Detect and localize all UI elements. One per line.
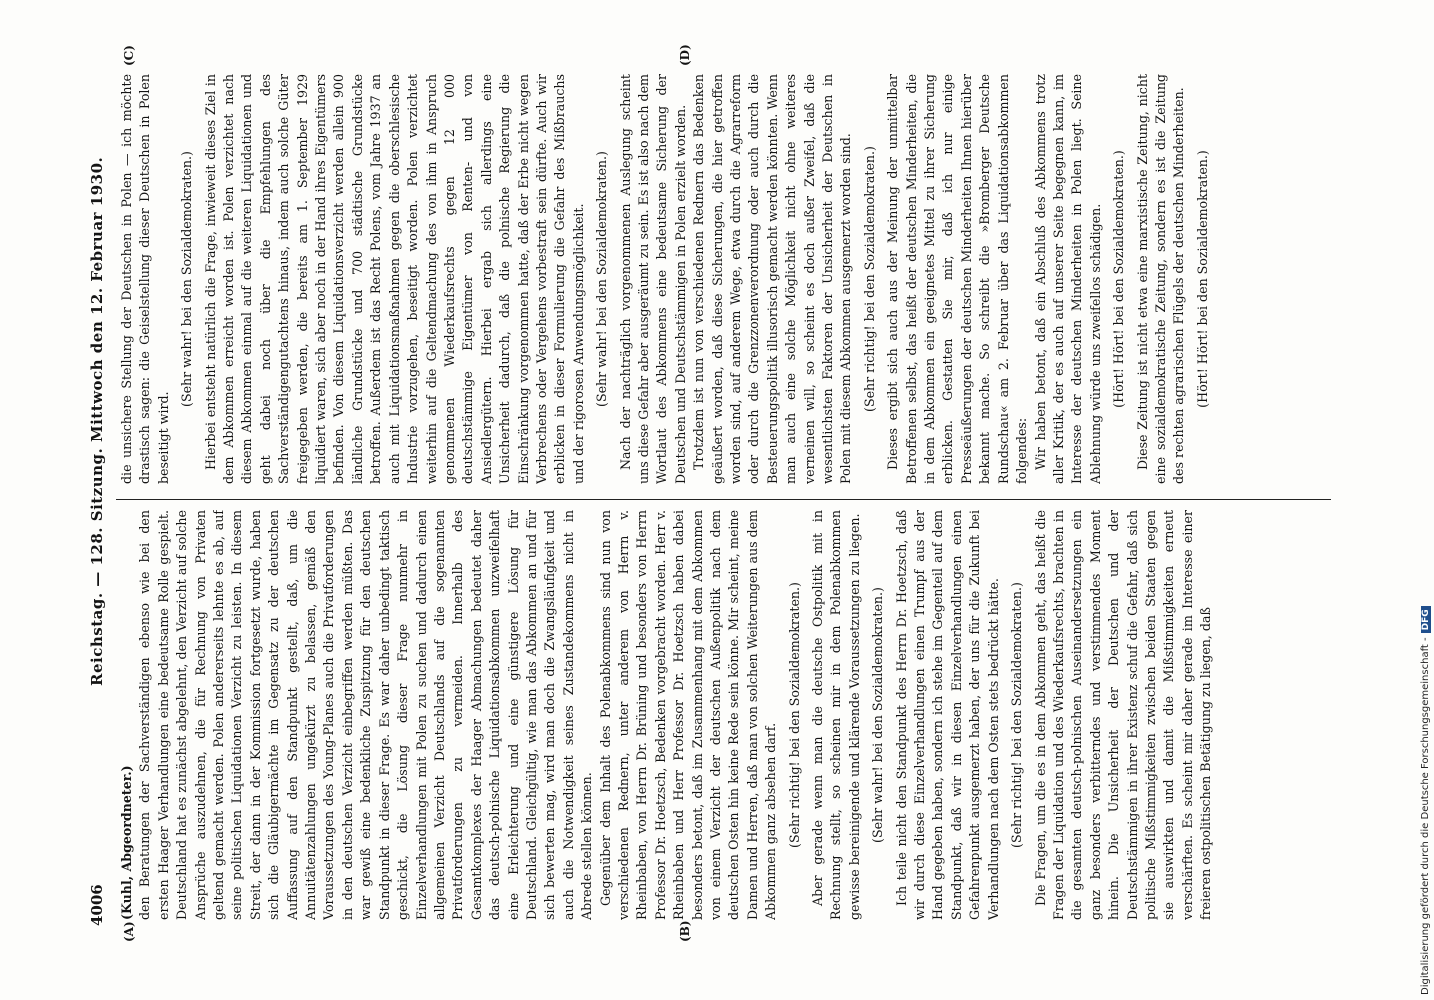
paragraph: Aber gerade wenn man die deutsche Ostpolitik mit in Rechnung stellt, so scheinen mir in dem Polenabkommen gewisse bereinigende und klärende Voraussetzungen zu liegen. bbox=[810, 510, 862, 920]
credit-text: Digitalisierung gefördert durch die Deutsche Forschungsgemeinschaft - bbox=[1420, 637, 1431, 995]
margin-marker-a: (A) bbox=[122, 921, 136, 942]
page-number: 4006 bbox=[88, 884, 106, 926]
page-header bbox=[88, 74, 114, 926]
paragraph: Nach der nachträglich vorgenommenen Auslegung scheint uns diese Gefahr aber ausgeräumt zu sein. Es ist also nach dem Wortlaut des Abkommens eine bedeutsame Sicherung der Deutschen und Deutschstämmigen in Polen erzielt worden. bbox=[617, 74, 688, 484]
interjection: (Sehr richtig! bei den Sozialdemokraten.) bbox=[1009, 582, 1025, 848]
rotated-page-scan bbox=[82, 44, 1352, 950]
paragraph: Gegenüber dem Inhalt des Polenabkommens sind nun von verschiedenen Rednern, unter anderem von Herrn v. Rheinbaben, von Herrn Dr. Brüning und besonders von Herrn Professor Dr. Hoetzsch, Bedenken vorgebracht worden. Herr v. Rheinbaben und Herr Professor Dr. Hoetzsch haben dabei besonders betont, daß im Zusammenhang mit dem Abkommen von einem Verzicht der deutschen Außenpolitik nach dem deutschen Osten hin keine Rede sein könne. Mir scheint, meine Damen und Herren, daß man von solchen Weiterungen aus dem Abkommen ganz absehen darf. bbox=[597, 510, 779, 920]
paragraph: Trotzdem ist nun von verschiedenen Rednern das Bedenken geäußert worden, daß diese Sicherungen, die hier getroffen worden sind, auf anderem Wege, etwa durch die Agrarreform oder durch die Grenzzonenverordnung oder auch durch die Besteuerungspolitik illusorisch gemacht werden könnten. Wenn man auch eine solche Möglichkeit nicht ohne weiteres verneinen will, so scheint es doch außer Zweifel, daß die wesentlichsten Faktoren der Unsicherheit der Deutschen in Polen mit diesem Abkommen ausgemerzt worden sind. bbox=[691, 74, 854, 484]
paragraph: die unsichere Stellung der Deutschen in Polen — ich möchte drastisch sagen: die Geiselstellung dieser Deutschen in Polen beseitigt wird. bbox=[119, 74, 171, 484]
paragraph: den Beratungen der Sachverständigen ebenso wie bei den ersten Haager Verhandlungen eine bedeutsame Rolle gespielt. Deutschland hat es zunächst abgelehnt, den Verzicht auf solche Ansprüche auszudehnen, die für Rechnung von Privaten geltend gemacht werden. Polen andererseits lehnte es ab, auf seine politischen Liquidationen Verzicht zu leisten. In diesem Streit, der dann in der Kommission fortgesetzt wurde, haben sich die Gläubigermächte im Gegensatz zu der deutschen Auffassung auf den Standpunkt gestellt, daß, um die Annuitätenzahlungen ungekürzt zu belassen, gemäß den Voraussetzungen des Young-Planes auch die Privatforderungen in den deutschen Verzicht einbegriffen werden müßten. Das war gewiß eine bedenkliche Zuspitzung für den deutschen Standpunkt in dieser Frage. Es war daher unbedingt taktisch geschickt, die Lösung dieser Frage nunmehr in Einzelverhandlungen mit Polen zu suchen und dadurch einen allgemeinen Verzicht Deutschlands auf die sogenannten Privatforderungen zu vermeiden. Innerhalb des Gesamtkomplexes der Haager Abmachungen bedeutet daher das deutsch-polnische Liquidationsabkommen unzweifelhaft eine Erleichterung und eine günstigere Lösung für Deutschland. Gleichgültig, wie man das Abkommen an und für sich bewerten mag, wird man doch die Zwangsläufigkeit und auch die Notwendigkeit seines Zustandekommens nicht in Abrede stellen können. bbox=[137, 510, 595, 920]
paragraph: Hierbei entsteht natürlich die Frage, inwieweit dieses Ziel in dem Abkommen erreicht worden ist. Polen verzichtet nach diesem Abkommen einmal auf die weiteren Liquidationen und geht dabei noch über die Empfehlungen des Sachverständigengutachtens hinaus, indem auch solche Güter freigegeben werden, die bereits am 1. September 1929 liquidiert waren, sich aber noch in der Hand ihres Eigentümers befinden. Von diesem Liquidationsverzicht werden allein 900 ländliche Grundstücke und 700 städtische Grundstücke betroffen. Außerdem ist das Recht Polens, vom Jahre 1937 an auch mit Liquidationsmaßnahmen gegen die oberschlesische Industrie vorzugehen, beseitigt worden. Polen verzichtet weiterhin auf die Geltendmachung des von ihm in Anspruch genommenen Wiederkaufsrechts gegen 12 000 deutschstämmige Eigentümer von Renten- und von Ansiedlergütern. Hierbei ergab sich allerdings eine Unsicherheit dadurch, daß die polnische Regierung die Einschränkung vorgenommen hatte, daß der Erbe nicht wegen Verbrechens oder Vergehens vorbestraft sein dürfte. Auch wir erblicken in dieser Formulierung die Gefahr des Mißbrauchs und der rigorosen Anwendungsmöglichkeit. bbox=[202, 74, 586, 484]
speaker-name: (Kuhl, Abgeordneter.) bbox=[119, 765, 134, 920]
paragraph: Ich teile nicht den Standpunkt des Herrn Dr. Hoetzsch, daß wir durch diese Einzelverhandlungen einen Trumpf aus der Hand gegeben haben, sondern ich stehe im Gegenteil auf dem Standpunkt, daß wir in diesen Einzelverhandlungen einen Gefahrenpunkt ausgemerzt haben, der uns für die Zukunft bei Verhandlungen nach dem Osten stets bedrückt hätte. bbox=[893, 510, 1001, 920]
interjection: (Hört! Hört! bei den Sozialdemokraten.) bbox=[1111, 150, 1127, 408]
margin-marker-c: (C) bbox=[122, 45, 136, 66]
paragraph: Dieses ergibt sich auch aus der Meinung der unmittelbar Betroffenen selbst, das heißt der deutschen Minderheiten, die in dem Abkommen ein geeignetes Mittel zu ihrer Sicherung erblicken. Gestatten Sie mir, daß ich nur einige Presseäußerungen der deutschen Minderheiten Ihnen hierüber bekannt mache. So schreibt die »Bromberger Deutsche Rundschau« am 2. Februar über das Liquidationsabkommen folgendes: bbox=[885, 74, 1030, 484]
margin-marker-b: (B) bbox=[678, 920, 692, 942]
interjection: (Sehr wahr! bei den Sozialdemokraten.) bbox=[179, 151, 195, 407]
interjection: (Sehr richtig! bei den Sozialdemokraten.) bbox=[861, 146, 877, 412]
left-column bbox=[118, 510, 1323, 920]
quoted-paragraph: Wir haben betont, daß ein Abschluß des Abkommens trotz aller Kritik, der es auch auf unserer Seite begegnen kann, im Interesse der deutschen Minderheiten in Polen liegt. Seine Ablehnung würde uns zweifellos schädigen. bbox=[1032, 74, 1103, 484]
right-column bbox=[118, 74, 1323, 484]
page-title: Reichstag. — 128. Sitzung. Mittwoch den 12. Februar 1930. bbox=[88, 156, 106, 686]
digitization-credit bbox=[1420, 5, 1434, 995]
margin-marker-d: (D) bbox=[678, 44, 692, 66]
dfg-logo: DFG bbox=[1421, 606, 1431, 633]
interjection: (Hört! Hört! bei den Sozialdemokraten.) bbox=[1194, 150, 1210, 408]
interjection: (Sehr wahr! bei den Sozialdemokraten.) bbox=[594, 151, 610, 407]
paragraph: Diese Zeitung ist nicht etwa eine marxistische Zeitung, nicht eine sozialdemokratische Zeitung, sondern es ist die Zeitung des rechten agrarischen Flügels der deutschen Minderheiten. bbox=[1134, 74, 1187, 484]
interjection: (Sehr wahr! bei den Sozialdemokraten.) bbox=[870, 587, 886, 843]
paragraph: Die Fragen, um die es in dem Abkommen geht, das heißt die Fragen der Liquidation und des Wiederkaufsrechts, brachten in die gesamten deutsch-polnischen Auseinandersetzungen ein ganz besonders verbitterndes und verstimmendes Moment hinein. Die Unsicherheit der Deutschen und der Deutschstämmigen in ihrer Existenz schuf die Gefahr, daß sich politische Mißstimmigkeiten zwischen beiden Staaten gegen sie auswirkten und damit die Mißstimmigkeiten erneut verschärften. Es scheint mir daher gerade im Interesse einer freieren ostpolitischen Betätigung zu liegen, daß bbox=[1032, 510, 1214, 920]
interjection: (Sehr richtig! bei den Sozialdemokraten.) bbox=[786, 582, 802, 848]
column-divider bbox=[116, 499, 1331, 500]
